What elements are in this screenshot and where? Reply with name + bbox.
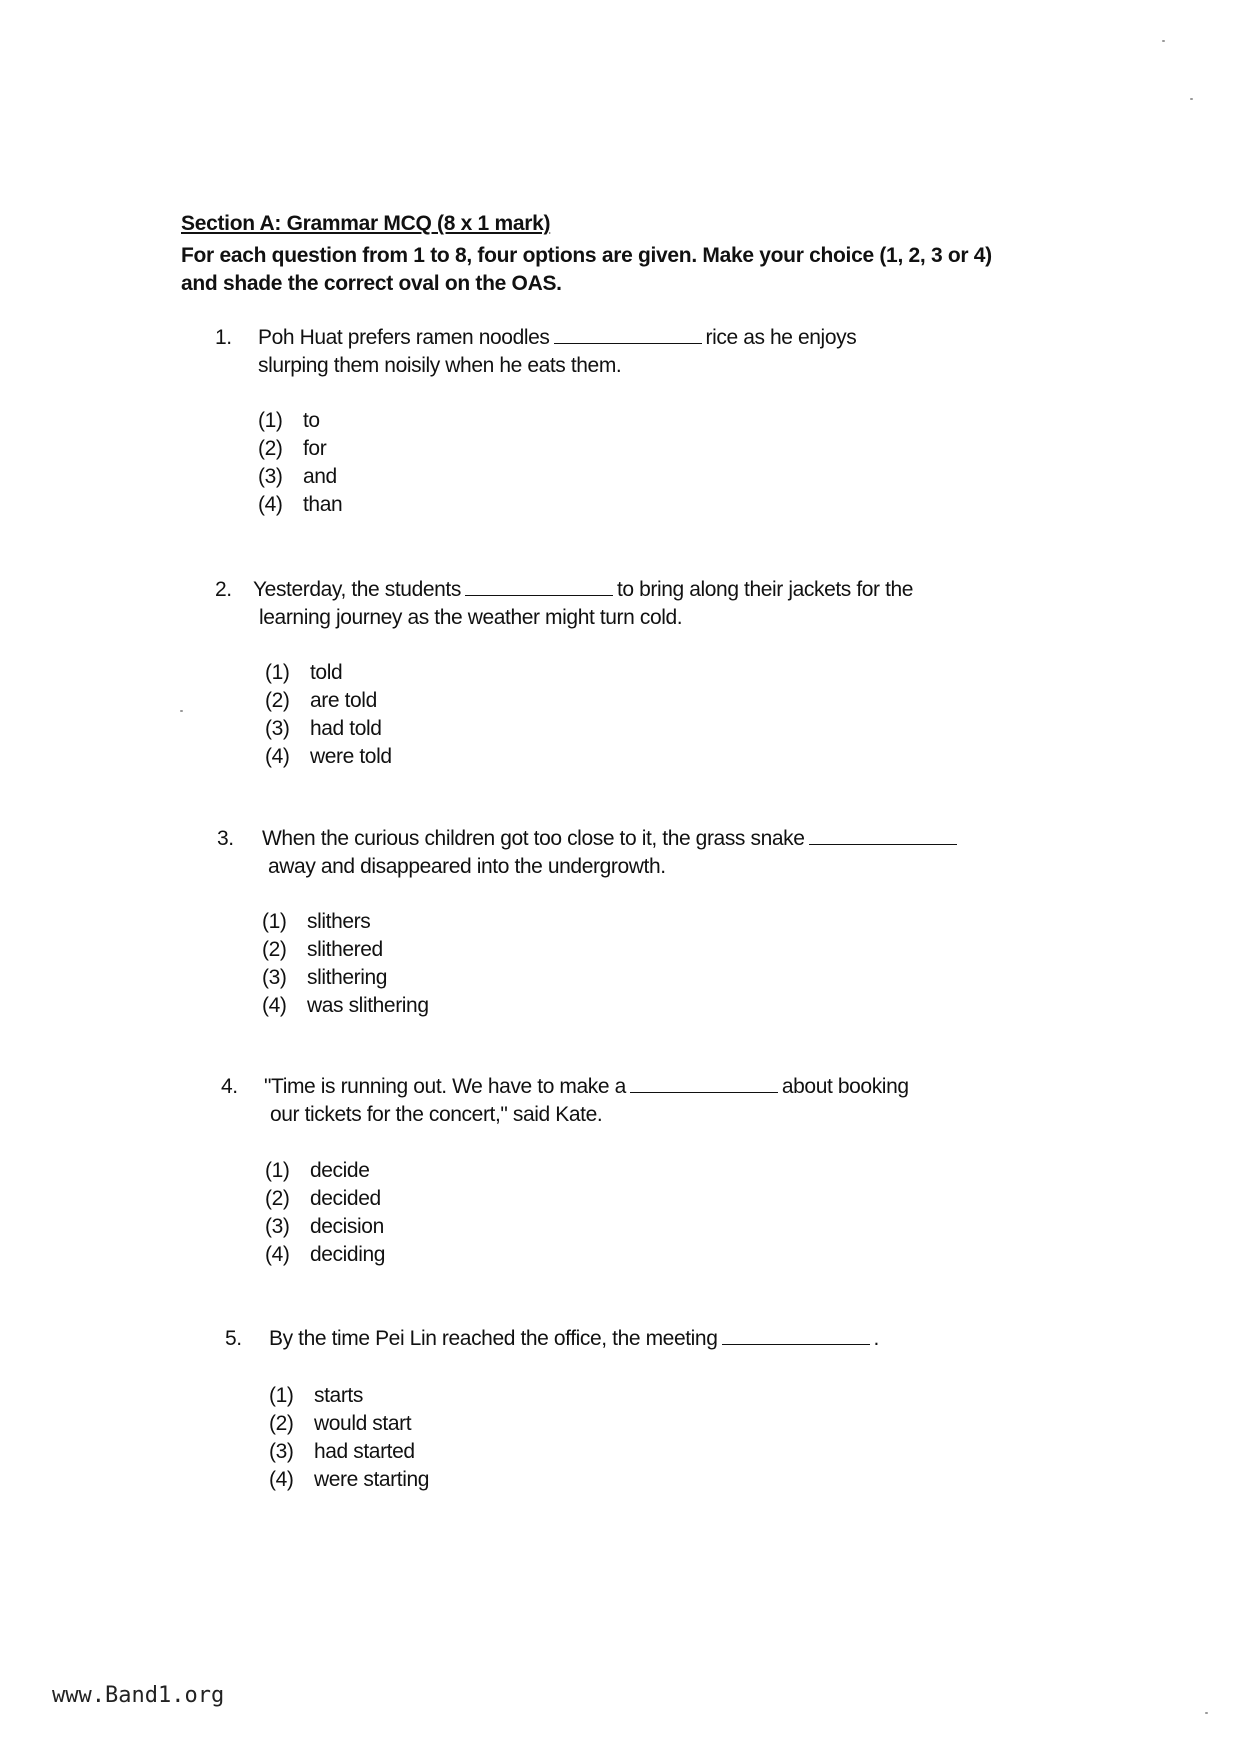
question-text: Poh Huat prefers ramen noodles <box>258 326 550 349</box>
option-text: decision <box>310 1215 384 1238</box>
option-item <box>258 407 342 435</box>
option-number: (1) <box>265 661 290 684</box>
question-text: away and disappeared into the undergrowth. <box>268 855 666 878</box>
options-list <box>265 1157 385 1269</box>
question-number: 1. <box>215 326 232 349</box>
option-number: (1) <box>262 910 287 933</box>
option-item <box>265 743 392 771</box>
option-item <box>265 1241 385 1269</box>
scan-speck <box>1162 40 1165 42</box>
option-number: (1) <box>265 1159 290 1182</box>
option-item <box>269 1410 429 1438</box>
option-number: (1) <box>269 1384 294 1407</box>
option-number: (4) <box>262 994 287 1017</box>
option-text: had told <box>310 717 382 740</box>
option-number: (1) <box>258 409 283 432</box>
option-text: were starting <box>314 1468 430 1491</box>
option-text: to <box>303 409 320 432</box>
option-item <box>265 1157 385 1185</box>
question-text: "Time is running out. We have to make a <box>264 1075 626 1098</box>
option-number: (4) <box>265 745 290 768</box>
question-text: rice as he enjoys <box>705 326 857 349</box>
option-number: (3) <box>258 465 283 488</box>
options-list <box>269 1382 429 1494</box>
option-number: (2) <box>269 1412 294 1435</box>
option-text: told <box>310 661 343 684</box>
option-number: (3) <box>265 1215 290 1238</box>
option-item <box>262 936 429 964</box>
option-item <box>258 463 342 491</box>
option-item <box>269 1382 429 1410</box>
section-instructions: For each question from 1 to 8, four options are given. Make your choice (1, 2, 3 or 4) and shade the correct oval on the OAS. <box>181 244 992 295</box>
answer-blank <box>630 1074 778 1093</box>
answer-blank <box>722 1326 870 1345</box>
question-text: about booking <box>781 1075 909 1098</box>
answer-blank <box>465 577 613 596</box>
option-text: starts <box>314 1384 363 1407</box>
question-text: Yesterday, the students <box>253 578 461 601</box>
scan-speck <box>1205 1712 1208 1714</box>
option-number: (2) <box>262 938 287 961</box>
option-item <box>269 1466 429 1494</box>
option-item <box>265 687 392 715</box>
option-number: (4) <box>265 1243 290 1266</box>
option-number: (2) <box>265 689 290 712</box>
options-list <box>262 908 429 1020</box>
answer-blank <box>554 325 702 344</box>
option-text: deciding <box>310 1243 386 1266</box>
question-text: When the curious children got too close to it, the grass snake <box>262 827 805 850</box>
option-text: had started <box>314 1440 415 1463</box>
option-number: (3) <box>269 1440 294 1463</box>
question-number: 5. <box>225 1327 242 1350</box>
option-item <box>265 715 392 743</box>
option-text: for <box>303 437 327 460</box>
scan-speck <box>1190 98 1193 100</box>
question-number: 3. <box>217 827 234 850</box>
option-text: would start <box>314 1412 412 1435</box>
option-text: decided <box>310 1187 381 1210</box>
option-item <box>262 992 429 1020</box>
option-number: (4) <box>258 493 283 516</box>
option-item <box>269 1438 429 1466</box>
question-text: slurping them noisily when he eats them. <box>258 354 622 377</box>
option-item <box>265 1185 385 1213</box>
option-item <box>265 1213 385 1241</box>
option-item <box>262 964 429 992</box>
question-text: to bring along their jackets for the <box>616 578 914 601</box>
option-item <box>258 435 342 463</box>
question-number: 4. <box>221 1075 238 1098</box>
option-item <box>258 491 342 519</box>
option-item <box>265 659 392 687</box>
footer-watermark: www.Band1.org <box>52 1683 225 1708</box>
option-number: (3) <box>262 966 287 989</box>
question-text: our tickets for the concert," said Kate. <box>270 1103 603 1126</box>
option-number: (3) <box>265 717 290 740</box>
option-number: (2) <box>265 1187 290 1210</box>
question-number: 2. <box>215 578 232 601</box>
section-title: Section A: Grammar MCQ (8 x 1 mark) <box>181 212 551 235</box>
scan-speck <box>180 710 183 712</box>
options-list <box>265 659 392 771</box>
question-text: By the time Pei Lin reached the office, the meeting <box>269 1327 718 1350</box>
answer-blank <box>809 826 957 845</box>
option-text: are told <box>310 689 377 712</box>
option-text: and <box>303 465 337 488</box>
option-text: was slithering <box>307 994 429 1017</box>
option-text: slithers <box>307 910 371 933</box>
option-number: (4) <box>269 1468 294 1491</box>
option-text: than <box>303 493 343 516</box>
question-text: . <box>873 1327 879 1350</box>
option-text: slithering <box>307 966 388 989</box>
option-number: (2) <box>258 437 283 460</box>
options-list <box>258 407 342 519</box>
option-text: decide <box>310 1159 370 1182</box>
question-text: learning journey as the weather might turn cold. <box>259 606 683 629</box>
option-item <box>262 908 429 936</box>
option-text: were told <box>310 745 392 768</box>
option-text: slithered <box>307 938 383 961</box>
